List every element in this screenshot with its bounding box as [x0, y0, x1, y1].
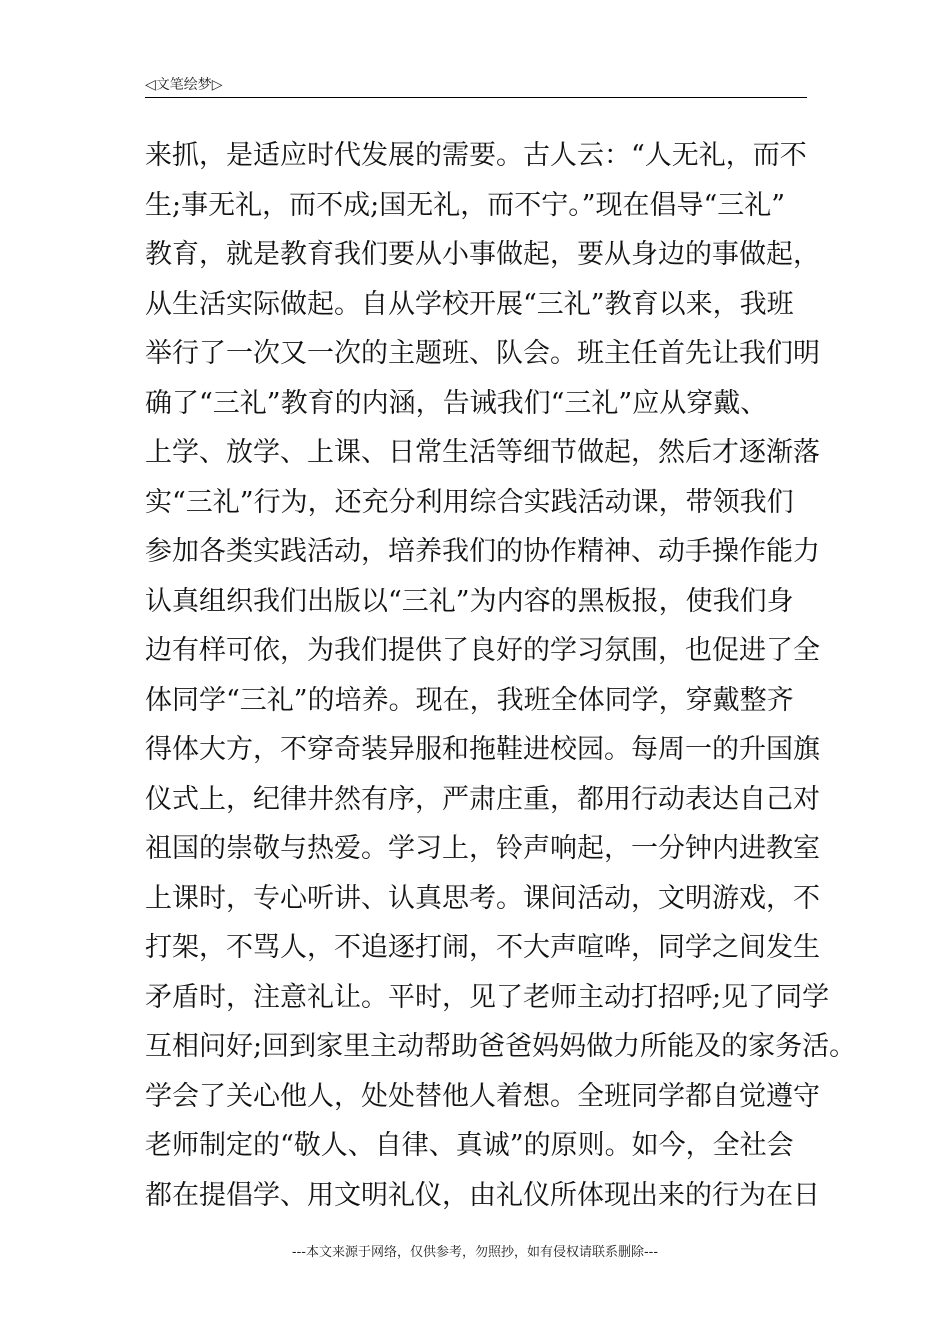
body-text: [145, 131, 857, 1220]
text-line: 老师制定的“敬人、自律、真诚”的原则。如今，全社会: [145, 1130, 794, 1161]
text-line: 教育，就是教育我们要从小事做起，要从身边的事做起，: [145, 239, 820, 270]
footer-disclaimer: ---本文来源于网络，仅供参考，勿照抄，如有侵权请联系删除---: [291, 1245, 659, 1260]
text-line: 参加各类实践活动，培养我们的协作精神、动手操作能力: [145, 536, 820, 567]
text-line: 仪式上，纪律井然有序，严肃庄重，都用行动表达自己对: [145, 783, 820, 815]
text-line: 得体大方，不穿奇装异服和拖鞋进校园。每周一的升国旗: [145, 734, 820, 765]
text-line: 上课时，专心听讲、认真思考。课间活动，文明游戏，不: [145, 882, 820, 914]
text-line: 互相问好;回到家里主动帮助爸爸妈妈做力所能及的家务活。: [145, 1031, 857, 1062]
text-line: 举行了一次又一次的主题班、队会。班主任首先让我们明: [145, 338, 820, 369]
text-line: 祖国的崇敬与热爱。学习上，铃声响起，一分钟内进教室: [145, 833, 820, 864]
text-line: 体同学“三礼”的培养。现在，我班全体同学，穿戴整齐: [145, 684, 794, 716]
text-line: 从生活实际做起。自从学校开展“三礼”教育以来，我班: [145, 288, 794, 320]
text-line: 生;事无礼，而不成;国无礼，而不宁。”现在倡导“三礼”: [145, 189, 786, 221]
text-line: 来抓，是适应时代发展的需要。古人云：“人无礼，而不: [145, 140, 807, 171]
document-header: ◁文笔绘梦▷: [145, 77, 223, 93]
text-line: 上学、放学、上课、日常生活等细节做起，然后才逐渐落: [145, 437, 820, 468]
text-line: 矛盾时，注意礼让。平时，见了老师主动打招呼;见了同学: [145, 981, 830, 1013]
text-line: 打架，不骂人，不追逐打闹，不大声喧哗，同学之间发生: [145, 932, 820, 963]
text-line: 确了“三礼”教育的内涵，告诫我们“三礼”应从穿戴、: [145, 387, 768, 419]
text-line: 认真组织我们出版以“三礼”为内容的黑板报，使我们身: [145, 585, 794, 617]
text-line: 边有样可依，为我们提供了良好的学习氛围，也促进了全: [145, 635, 820, 666]
header-divider: [145, 97, 807, 98]
text-line: 都在提倡学、用文明礼仪，由礼仪所体现出来的行为在日: [145, 1179, 820, 1211]
text-line: 实“三礼”行为，还充分利用综合实践活动课，带领我们: [145, 486, 794, 518]
text-line: 学会了关心他人，处处替他人着想。全班同学都自觉遵守: [145, 1080, 820, 1112]
